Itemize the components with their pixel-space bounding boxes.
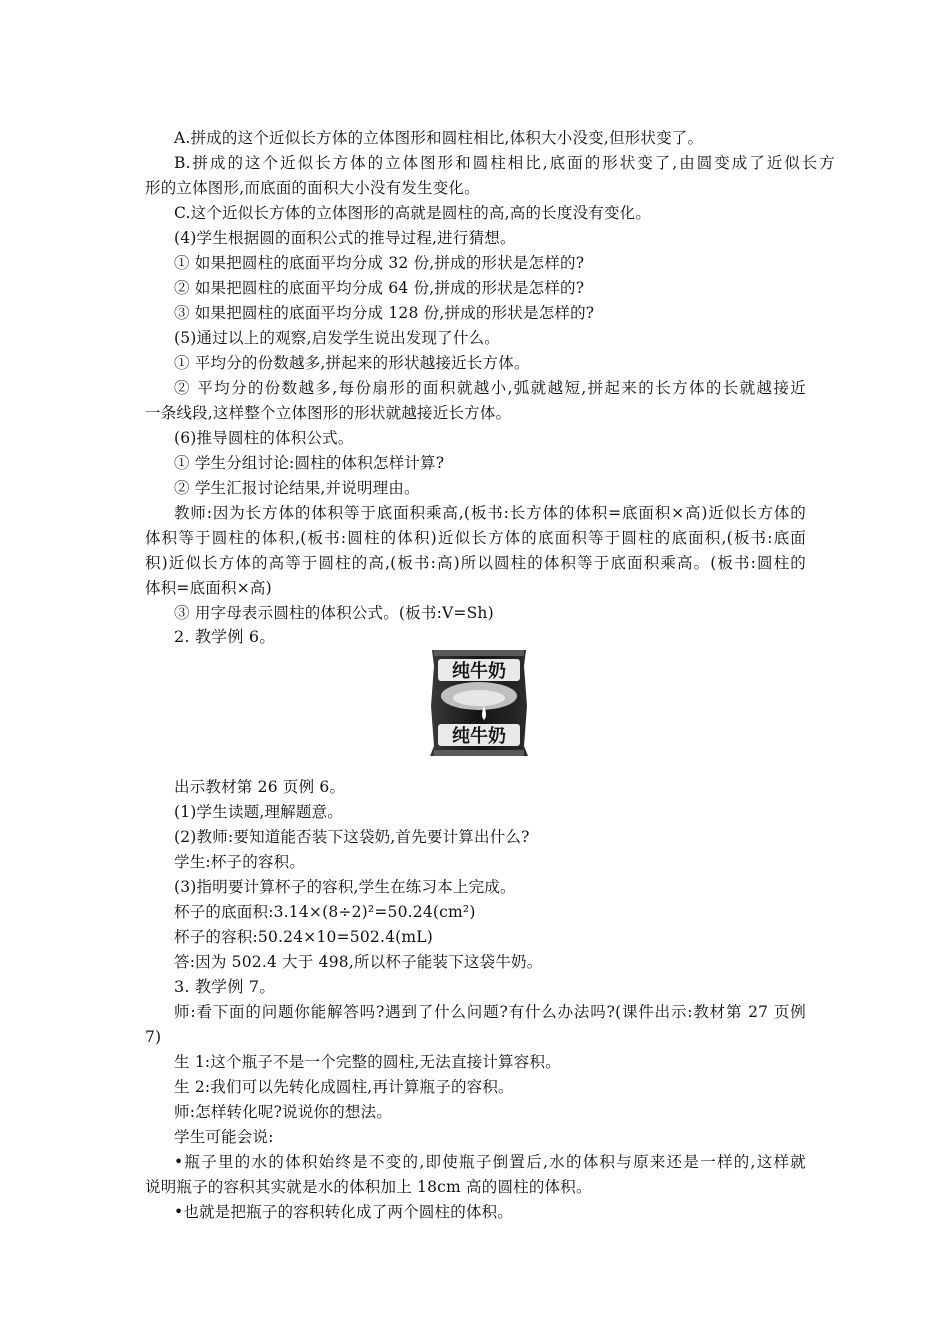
text-line: ② 如果把圆柱的底面平均分成 64 份,拼成的形状是怎样的?: [174, 279, 585, 297]
milk-package-image: [426, 646, 532, 758]
text-line: C.这个近似长方体的立体图形的高就是圆柱的高,高的长度没有变化。: [174, 204, 652, 222]
section-heading: 2. 教学例 6。: [174, 627, 276, 646]
text-line: 出示教材第 26 页例 6。: [174, 778, 346, 796]
text-line: 一条线段,这样整个立体图形的形状就越接近长方体。: [145, 404, 512, 422]
text-line: 教师:因为长方体的体积等于底面积乘高,(板书:长方体的体积=底面积×高)近似长方体的: [174, 504, 806, 522]
text-line: (4)学生根据圆的面积公式的推导过程,进行猜想。: [174, 229, 516, 247]
text-line: 答:因为 502.4 大于 498,所以杯子能装下这袋牛奶。: [174, 953, 543, 971]
bullet-line: •瓶子里的水的体积始终是不变的,即使瓶子倒置后,水的体积与原来还是一样的,这样就: [174, 1153, 806, 1171]
text-line: 形的立体图形,而底面的面积大小没有发生变化。: [145, 179, 480, 197]
text-line: 学生:杯子的容积。: [174, 853, 306, 871]
text-line: ① 学生分组讨论:圆柱的体积怎样计算?: [174, 454, 445, 472]
text-line: (6)推导圆柱的体积公式。: [174, 429, 354, 447]
text-line: ③ 用字母表示圆柱的体积公式。(板书:V=Sh): [174, 604, 494, 622]
formula-line: 杯子的容积:50.24×10=502.4(mL): [174, 928, 434, 946]
formula-line: 杯子的底面积:3.14×(8÷2)²=50.24(cm²): [174, 903, 476, 921]
text-line: 师:看下面的问题你能解答吗?遇到了什么问题?有什么办法吗?(课件出示:教材第 27 页例: [174, 1003, 806, 1021]
text-line: 师:怎样转化呢?说说你的想法。: [174, 1103, 393, 1121]
text-line: 生 2:我们可以先转化成圆柱,再计算瓶子的容积。: [174, 1078, 514, 1096]
text-line: ② 平均分的份数越多,每份扇形的面积就越小,弧就越短,拼起来的长方体的长就越接近: [174, 379, 806, 397]
text-line: A.拼成的这个近似长方体的立体图形和圆柱相比,体积大小没变,但形状变了。: [174, 129, 704, 147]
text-line: ① 平均分的份数越多,拼起来的形状越接近长方体。: [174, 354, 530, 372]
package-label-bottom: 纯牛奶: [452, 726, 506, 747]
text-line: 体积等于圆柱的体积,(板书:圆柱的体积)近似长方体的底面积等于圆柱的底面积,(板书:底面: [145, 529, 806, 547]
text-line: 7): [145, 1028, 162, 1046]
text-line: 体积=底面积×高): [145, 579, 272, 597]
text-line: 生 1:这个瓶子不是一个完整的圆柱,无法直接计算容积。: [174, 1053, 561, 1071]
bullet-line: •也就是把瓶子的容积转化成了两个圆柱的体积。: [174, 1203, 514, 1221]
text-line: (2)教师:要知道能否装下这袋奶,首先要计算出什么?: [174, 828, 530, 846]
text-line: (1)学生读题,理解题意。: [174, 803, 343, 821]
text-line: ① 如果把圆柱的底面平均分成 32 份,拼成的形状是怎样的?: [174, 254, 585, 272]
text-line: (3)指明要计算杯子的容积,学生在练习本上完成。: [174, 878, 516, 896]
section-heading: 3. 教学例 7。: [174, 977, 276, 996]
text-line: 学生可能会说:: [174, 1128, 274, 1146]
text-line: (5)通过以上的观察,启发学生说出发现了什么。: [174, 329, 500, 347]
text-line: 说明瓶子的容积其实就是水的体积加上 18cm 高的圆柱的体积。: [145, 1178, 592, 1196]
text-line: 积)近似长方体的高等于圆柱的高,(板书:高)所以圆柱的体积等于底面积乘高。(板书:圆柱的: [145, 554, 806, 572]
package-label-top: 纯牛奶: [452, 661, 506, 682]
text-line: ③ 如果把圆柱的底面平均分成 128 份,拼成的形状是怎样的?: [174, 304, 595, 322]
text-line: B.拼成的这个近似长方体的立体图形和圆柱相比,底面的形状变了,由圆变成了近似长方: [174, 154, 835, 172]
text-line: ② 学生汇报讨论结果,并说明理由。: [174, 479, 420, 497]
